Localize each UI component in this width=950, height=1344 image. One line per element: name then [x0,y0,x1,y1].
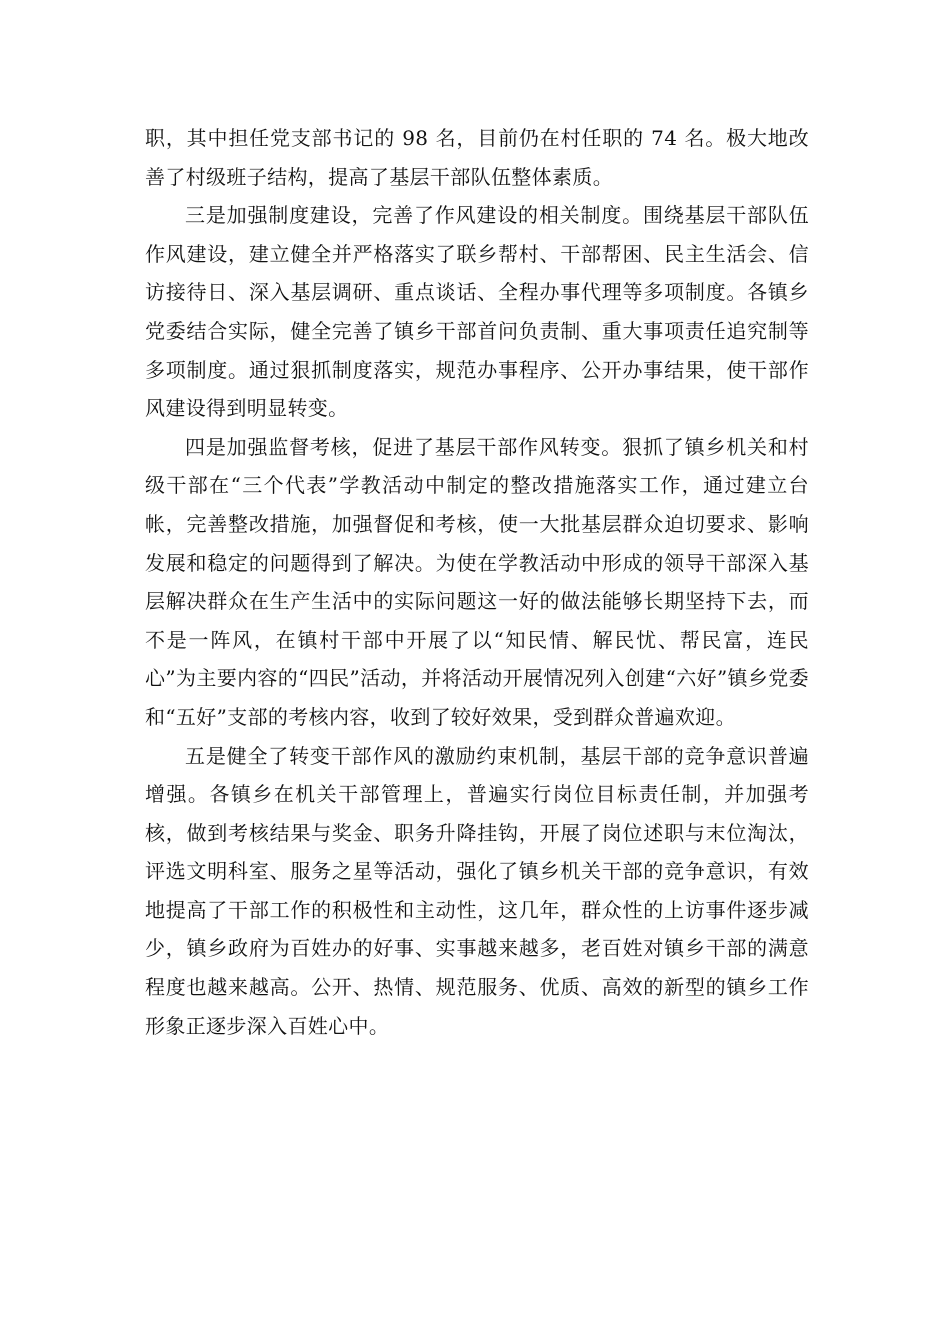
paragraph-incentive-mechanism: 五是健全了转变干部作风的激励约束机制，基层干部的竞争意识普遍增强。各镇乡在机关干部管理上，普遍实行岗位目标责任制，并加强考核，做到考核结果与奖金、职务升降挂钩，开展了岗位述职与末位淘汰，评选文明科室、服务之星等活动，强化了镇乡机关干部的竞争意识，有效地提高了干部工作的积极性和主动性，这几年，群众性的上访事件逐步减少，镇乡政府为百姓办的好事、实事越来越多，老百姓对镇乡干部的满意程度也越来越高。公开、热情、规范服务、优质、高效的新型的镇乡工作形象正逐步深入百姓心中。 [145,743,809,1038]
document-body [145,119,809,1045]
paragraph-institution-building: 三是加强制度建设，完善了作风建设的相关制度。围绕基层干部队伍作风建设，建立健全并严格落实了联乡帮村、干部帮困、民主生活会、信访接待日、深入基层调研、重点谈话、全程办事代理等多项制度。各镇乡党委结合实际，健全完善了镇乡干部首问负责制、重大事项责任追究制等多项制度。通过狠抓制度落实，规范办事程序、公开办事结果，使干部作风建设得到明显转变。 [145,203,809,421]
paragraph-supervision-assessment: 四是加强监督考核，促进了基层干部作风转变。狠抓了镇乡机关和村级干部在“三个代表”学教活动中制定的整改措施落实工作，通过建立台帐，完善整改措施，加强督促和考核，使一大批基层群众迫切要求、影响发展和稳定的问题得到了解决。为使在学教活动中形成的领导干部深入基层解决群众在生产生活中的实际问题这一好的做法能够长期坚持下去，而不是一阵风，在镇村干部中开展了以“知民情、解民忧、帮民富，连民心”为主要内容的“四民”活动，并将活动开展情况列入创建“六好”镇乡党委和“五好”支部的考核内容，收到了较好效果，受到群众普遍欢迎。 [145,434,809,729]
paragraph-continued-cadre-structure: 职，其中担任党支部书记的 98 名，目前仍在村任职的 74 名。极大地改善了村级班子结构，提高了基层干部队伍整体素质。 [145,126,809,189]
